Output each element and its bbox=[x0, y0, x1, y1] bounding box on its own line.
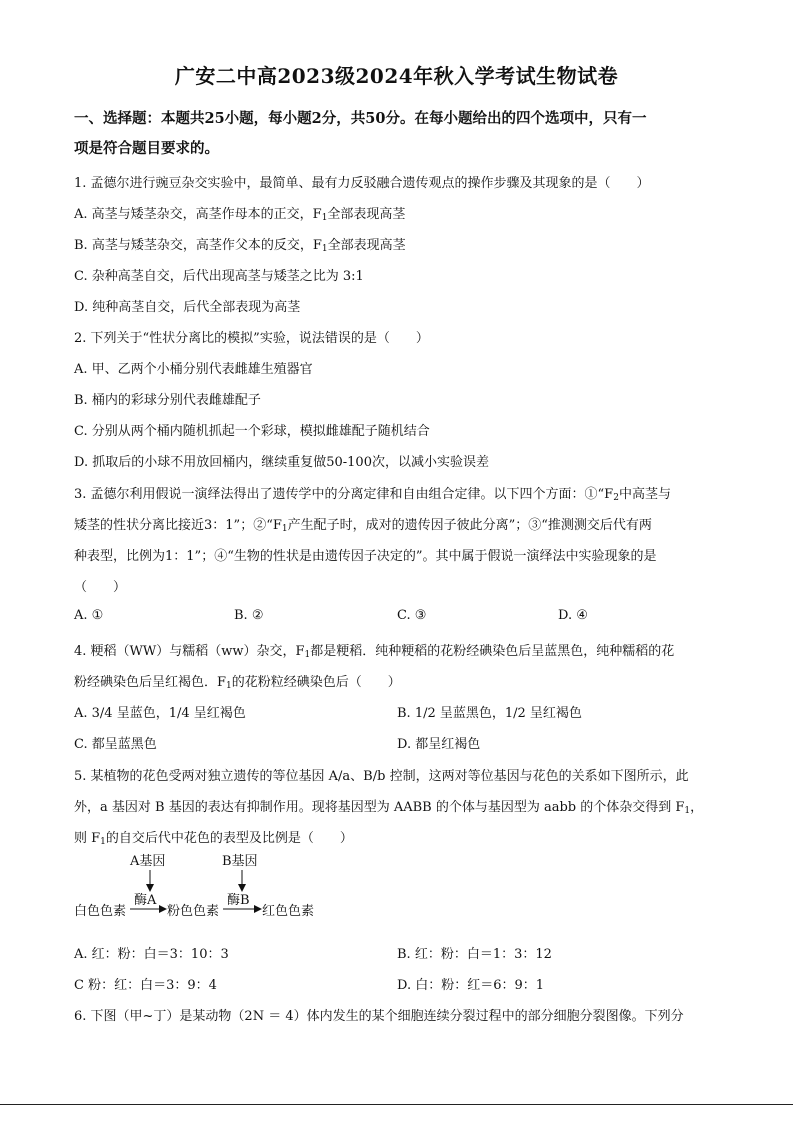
q3-stem-line-3: 种表型，比例为1：1”；④“生物的性状是由遗传因子决定的”。其中属于假说一演绎法中实验现象的是 bbox=[74, 549, 657, 564]
q5-option-c: C 粉：红：白＝3：9：4 bbox=[74, 978, 217, 993]
q6-stem-line-1: 6. 下图（甲~丁）是某动物（2N ＝ 4）体内发生的某个细胞连续分裂过程中的部分细胞分裂图像。下列分 bbox=[74, 1009, 684, 1024]
q1-option-a-sub: 1 bbox=[321, 213, 328, 223]
q3-stem-line-2 bbox=[74, 514, 652, 534]
q3-line-2-sub: 1 bbox=[281, 524, 288, 534]
q3-line-1-sub: 2 bbox=[613, 493, 619, 503]
q5-option-a: A. 红：粉：白＝3：10：3 bbox=[74, 947, 229, 962]
q1-option-a-tail: 全部表现高茎 bbox=[327, 207, 406, 222]
q5-option-d: D. 白：粉：红＝6：9：1 bbox=[397, 978, 545, 993]
q5-option-b: B. 红：粉：白＝1：3：12 bbox=[397, 947, 552, 962]
q4-line-1-sub: 1 bbox=[304, 650, 311, 660]
q4-line-1-text: 4. 粳稻（WW）与糯稻（ww）杂交，F bbox=[74, 644, 305, 659]
q3-line-2-tail: 产生配子时，成对的遗传因子彼此分离”；③“推测测交后代有两 bbox=[287, 518, 652, 533]
white-pigment-label: 白色色素 bbox=[74, 904, 127, 919]
q1-option-b-sub: 1 bbox=[321, 244, 328, 254]
q1-stem: 1. 孟德尔进行豌豆杂交实验中，最简单、最有力反驳融合遗传观点的操作步骤及其现象的是（ ） bbox=[74, 176, 650, 191]
gene-a-label: A基因 bbox=[130, 854, 166, 869]
q5-line-3-tail: 的自交后代中花色的表型及比例是（ ） bbox=[105, 831, 353, 846]
q3-stem-line-1 bbox=[74, 483, 671, 503]
q3-line-1-tail: 中高茎与 bbox=[618, 487, 671, 502]
q1-option-d: D. 纯种高茎自交，后代全部表现为高茎 bbox=[74, 300, 301, 315]
q5-pathway-diagram bbox=[70, 850, 340, 922]
q4-line-2-tail: 的花粉粒经碘染色后（ ） bbox=[231, 675, 401, 690]
q5-line-2-tail: ， bbox=[690, 800, 704, 815]
q2-option-d: D. 抓取后的小球不用放回桶内，继续重复做50-100次，以减小实验误差 bbox=[74, 455, 489, 470]
q3-stem-line-4: （ ） bbox=[74, 580, 127, 595]
q4-stem-line-2 bbox=[74, 671, 401, 691]
q3-option-b: B. ② bbox=[234, 608, 264, 623]
q4-line-2-sub: 1 bbox=[226, 681, 232, 691]
q2-option-a: A. 甲、乙两个小桶分别代表雌雄生殖器官 bbox=[74, 362, 313, 377]
q4-option-d: D. 都呈红褐色 bbox=[397, 737, 481, 752]
q1-option-c: C. 杂种高茎自交，后代出现高茎与矮茎之比为 3:1 bbox=[74, 269, 364, 284]
q1-option-a-text: A. 高茎与矮茎杂交，高茎作母本的正交，F bbox=[74, 207, 322, 222]
gene-b-label: B基因 bbox=[222, 854, 258, 869]
q1-option-b bbox=[74, 234, 406, 254]
q5-stem-line-3 bbox=[74, 827, 353, 847]
q1-option-a bbox=[74, 203, 405, 223]
q1-option-b-text: B. 高茎与矮茎杂交，高茎作父本的反交，F bbox=[74, 238, 322, 253]
q3-option-a: A. ① bbox=[74, 608, 104, 623]
q4-option-c: C. 都呈蓝黑色 bbox=[74, 737, 157, 752]
section-heading-line-2: 项是符合题目要求的。 bbox=[74, 140, 219, 157]
page-bottom-rule bbox=[0, 1104, 793, 1105]
q3-option-c: C. ③ bbox=[397, 608, 427, 623]
enzyme-b-label: 酶B bbox=[227, 893, 250, 908]
q4-option-b: B. 1/2 呈蓝黑色，1/2 呈红褐色 bbox=[397, 706, 582, 721]
q3-line-2-text: 矮茎的性状分离比接近3：1”；②“F bbox=[74, 518, 282, 533]
q5-line-2-text: 外，a 基因对 B 基因的表达有抑制作用。现将基因型为 AABB 的个体与基因型为 aabb 的个体杂交得到 F bbox=[74, 800, 685, 815]
q3-option-d: D. ④ bbox=[558, 608, 588, 623]
q4-line-1-tail: 都是粳稻．纯种粳稻的花粉经碘染色后呈蓝黑色，纯种糯稻的花 bbox=[310, 644, 675, 659]
q5-line-3-text: 则 F bbox=[74, 831, 101, 846]
q2-option-c: C. 分别从两个桶内随机抓起一个彩球，模拟雌雄配子随机结合 bbox=[74, 424, 430, 439]
red-pigment-label: 红色色素 bbox=[262, 904, 315, 919]
q2-stem: 2. 下列关于“性状分离比的模拟”实验，说法错误的是（ ） bbox=[74, 331, 429, 346]
q1-option-b-tail: 全部表现高茎 bbox=[327, 238, 406, 253]
q4-stem-line-1 bbox=[74, 640, 674, 660]
q4-line-2-text: 粉经碘染色后呈红褐色．F bbox=[74, 675, 227, 690]
enzyme-a-label: 酶A bbox=[134, 893, 157, 908]
pink-pigment-label: 粉色色素 bbox=[167, 904, 220, 919]
q2-option-b: B. 桶内的彩球分别代表雌雄配子 bbox=[74, 393, 261, 408]
q5-line-2-sub: 1 bbox=[684, 806, 691, 816]
q5-stem-line-2 bbox=[74, 796, 703, 816]
exam-title: 广安二中高2023级2024年秋入学考试生物试卷 bbox=[174, 64, 619, 88]
q5-stem-line-1: 5. 某植物的花色受两对独立遗传的等位基因 A/a、B/b 控制，这两对等位基因与花色的关系如下图所示，此 bbox=[74, 769, 689, 784]
q5-line-3-sub: 1 bbox=[100, 837, 106, 847]
q3-line-1-text: 3. 孟德尔利用假说一演绎法得出了遗传学中的分离定律和自由组合定律。以下四个方面：①“F bbox=[74, 487, 614, 502]
section-heading-line-1: 一、选择题：本题共25小题，每小题2分，共50分。在每小题给出的四个选项中，只有一 bbox=[74, 110, 647, 127]
q4-option-a: A. 3/4 呈蓝色，1/4 呈红褐色 bbox=[74, 706, 246, 721]
